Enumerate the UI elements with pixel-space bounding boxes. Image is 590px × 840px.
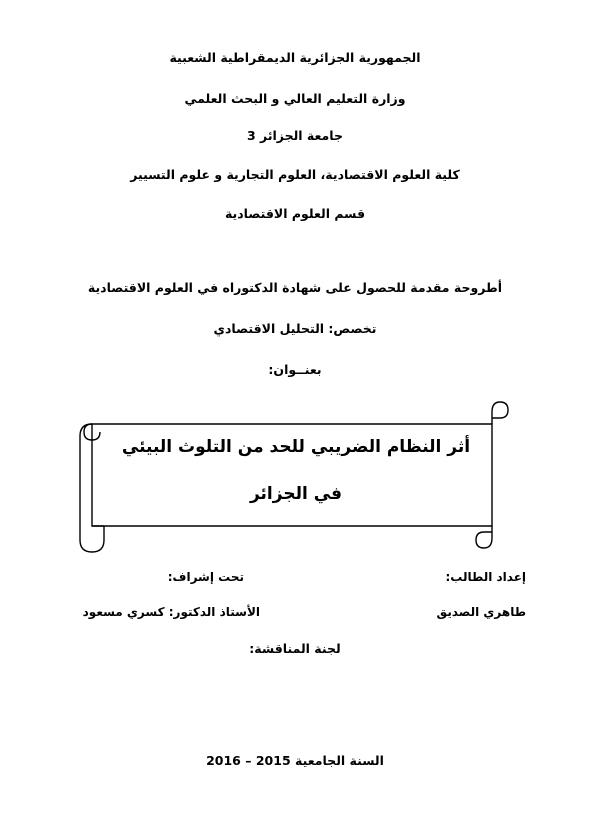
supervisor-label: تحت إشراف: [167,570,244,584]
thesis-specialty: تخصص: التحليل الاقتصادي [213,321,377,336]
thesis-purpose: أطروحة مقدمة للحصول على شهادة الدكتوراه في العلوم الاقتصادية [87,280,503,295]
header-department: قسم العلوم الاقتصادية [224,206,366,221]
header-university: جامعة الجزائر 3 [246,128,343,143]
header-faculty: كلية العلوم الاقتصادية، العلوم التجارية و علوم التسيير [130,167,460,182]
student-name: طاهري الصديق [436,605,526,619]
title-scroll-frame [74,398,510,558]
committee-label: لجنة المناقشة: [249,641,341,656]
thesis-title-line2: في الجزائر [249,484,343,504]
academic-year: السنة الجامعية 2015 – 2016 [206,753,384,768]
student-label: إعداد الطالب: [445,570,526,584]
title-intro: بعنــوان: [268,362,322,377]
thesis-title-line1: أثر النظام الضريبي للحد من التلوث البيئي [121,437,471,457]
header-ministry: وزارة التعليم العالي و البحث العلمي [184,91,406,106]
supervisor-name: الأستاذ الدكتور: كسري مسعود [82,605,260,619]
header-republic: الجمهورية الجزائرية الديمقراطية الشعبية [169,50,421,65]
